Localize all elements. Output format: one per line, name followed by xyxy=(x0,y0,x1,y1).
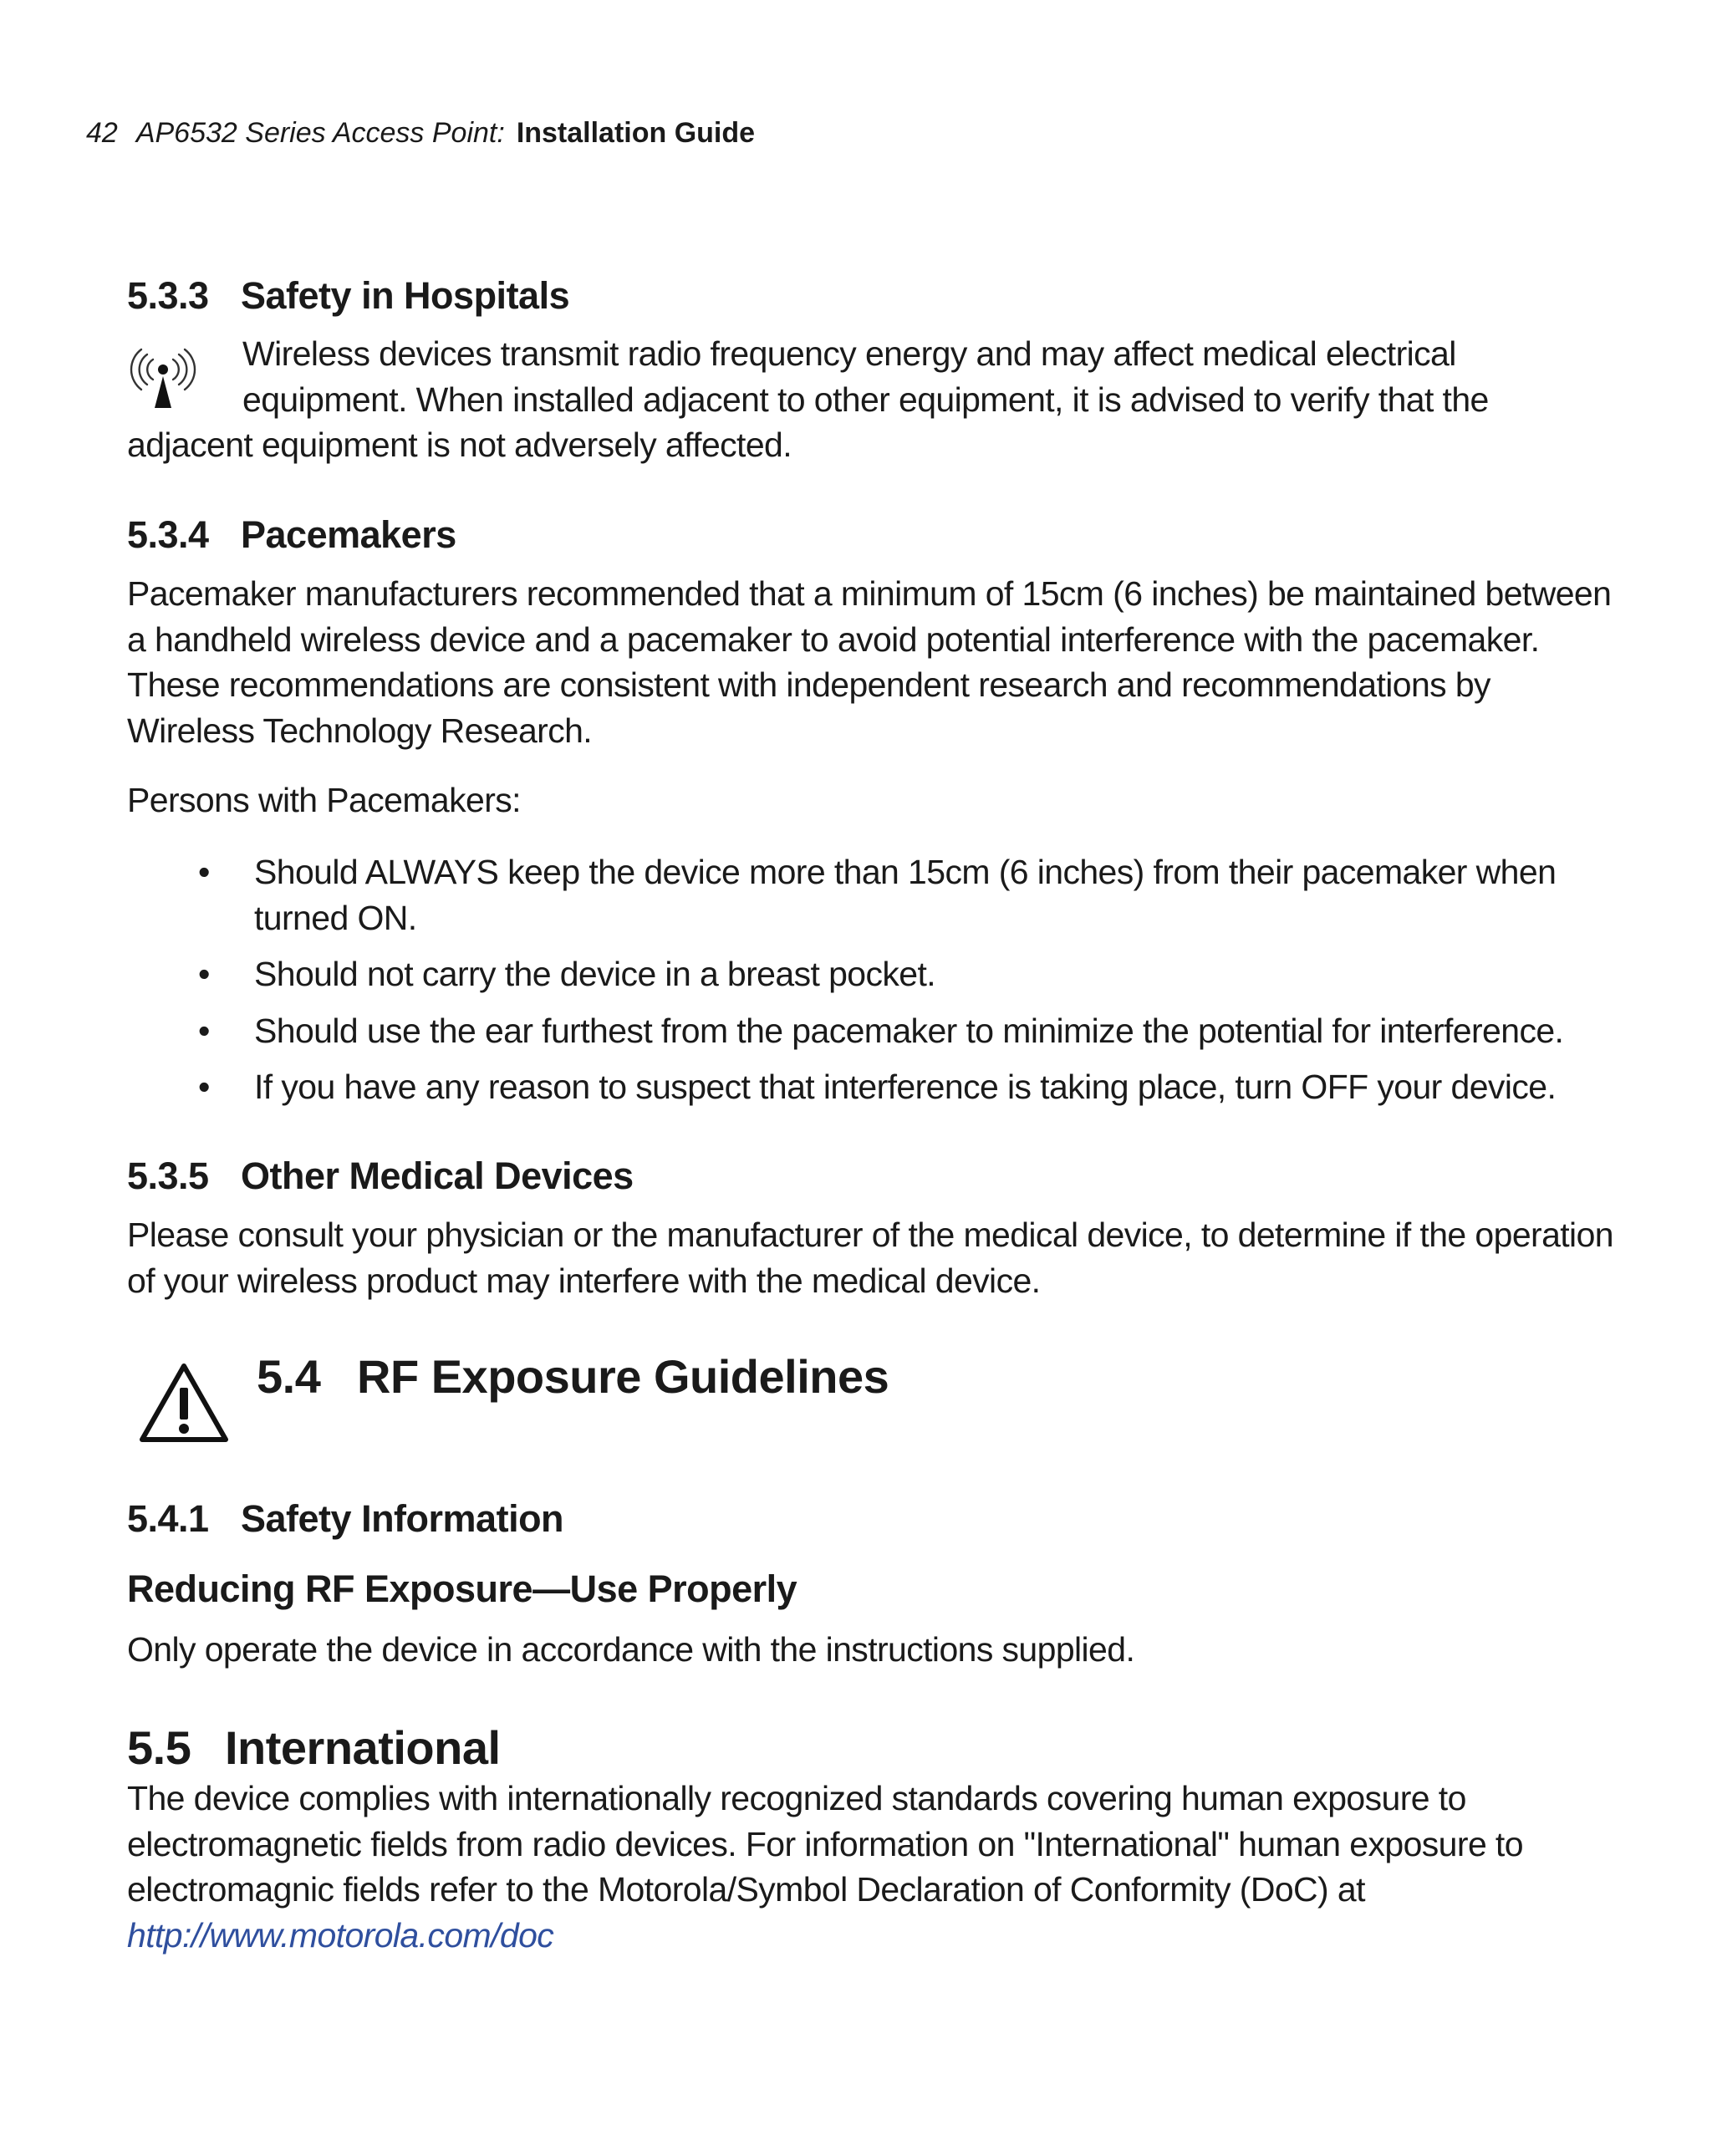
running-header xyxy=(86,117,755,150)
section-number: 5.4 xyxy=(257,1350,321,1403)
section-title: Pacemakers xyxy=(241,513,456,556)
list-item xyxy=(198,1008,1564,1054)
subheading-reducing-rf: Reducing RF Exposure—Use Properly xyxy=(127,1567,797,1610)
text-line: Should not carry the device in a breast pocket. xyxy=(254,955,936,993)
pacemaker-bullet-list xyxy=(198,849,1564,1121)
paragraph-hospitals-continued xyxy=(127,422,792,468)
text-line: electromagnic fields refer to the Motorola/Symbol Declaration of Conformity (DoC) at xyxy=(127,1870,1365,1909)
text-line: equipment. When installed adjacent to other equipment, it is advised to verify that the xyxy=(242,380,1489,419)
text-line: Pacemaker manufacturers recommended that a minimum of 15cm (6 inches) be maintained between xyxy=(127,574,1612,613)
section-title: RF Exposure Guidelines xyxy=(357,1350,889,1403)
text-line: The device complies with internationally recognized standards covering human exposure to xyxy=(127,1779,1466,1817)
section-number: 5.3.5 xyxy=(127,1154,209,1197)
list-item xyxy=(198,849,1563,940)
guide-title: Installation Guide xyxy=(516,117,756,149)
text-line: Wireless Technology Research. xyxy=(127,711,593,750)
bullet-marker: • xyxy=(198,853,210,891)
text-line: Should ALWAYS keep the device more than 15cm (6 inches) from their pacemaker when xyxy=(254,853,1557,891)
text-line: Wireless devices transmit radio frequency energy and may affect medical electrical xyxy=(242,334,1456,373)
series-title: AP6532 Series Access Point: xyxy=(135,117,505,149)
list-item xyxy=(198,1064,1563,1110)
text-line: turned ON. xyxy=(254,898,417,937)
paragraph-other-medical xyxy=(127,1212,1613,1303)
text-line: adjacent equipment is not adversely affected. xyxy=(127,426,792,464)
bullet-marker: • xyxy=(198,955,210,993)
section-number: 5.5 xyxy=(127,1721,191,1774)
paragraph-international xyxy=(127,1776,1523,1958)
list-item xyxy=(198,951,1563,997)
section-heading-5-4-1 xyxy=(127,1497,563,1541)
section-heading-5-3-5 xyxy=(127,1154,634,1198)
text-line: Persons with Pacemakers: xyxy=(127,781,521,819)
section-heading-5-4 xyxy=(257,1349,889,1404)
text-line: Please consult your physician or the manufacturer of the medical device, to determine if the operation xyxy=(127,1216,1613,1254)
pacemakers-intro xyxy=(127,777,521,823)
section-number: 5.4.1 xyxy=(127,1497,209,1540)
section-heading-5-3-3 xyxy=(127,274,569,318)
section-title: Safety Information xyxy=(241,1497,564,1540)
section-number: 5.3.4 xyxy=(127,513,209,556)
section-title: Other Medical Devices xyxy=(241,1154,634,1197)
text-line: These recommendations are consistent with independent research and recommendations by xyxy=(127,665,1490,704)
section-number: 5.3.3 xyxy=(127,274,209,317)
section-title: Safety in Hospitals xyxy=(241,274,570,317)
text-line: electromagnetic fields from radio devices. For information on "International" human exposure to xyxy=(127,1824,1523,1863)
text-line: of your wireless product may interfere with the medical device. xyxy=(127,1261,1041,1300)
warning-triangle-icon xyxy=(137,1361,231,1445)
paragraph-hospitals-indent xyxy=(242,331,1489,422)
text-line: Should use the ear furthest from the pacemaker to minimize the potential for interference. xyxy=(254,1011,1564,1050)
paragraph-safety-info xyxy=(127,1627,1134,1673)
text-line: a handheld wireless device and a pacemaker to avoid potential interference with the pacemaker. xyxy=(127,619,1540,659)
section-heading-5-5 xyxy=(127,1720,501,1775)
section-title: International xyxy=(225,1721,501,1774)
radio-transmitter-icon xyxy=(127,343,199,411)
doc-link[interactable]: http://www.motorola.com/doc xyxy=(127,1915,554,1955)
text-line: Only operate the device in accordance with the instructions supplied. xyxy=(127,1630,1135,1669)
paragraph-pacemakers xyxy=(127,571,1611,753)
bullet-marker: • xyxy=(198,1011,210,1050)
section-heading-5-3-4 xyxy=(127,513,456,557)
bullet-marker: • xyxy=(198,1068,210,1106)
page-number: 42 xyxy=(86,117,118,149)
text-line: If you have any reason to suspect that interference is taking place, turn OFF your device. xyxy=(254,1068,1557,1106)
